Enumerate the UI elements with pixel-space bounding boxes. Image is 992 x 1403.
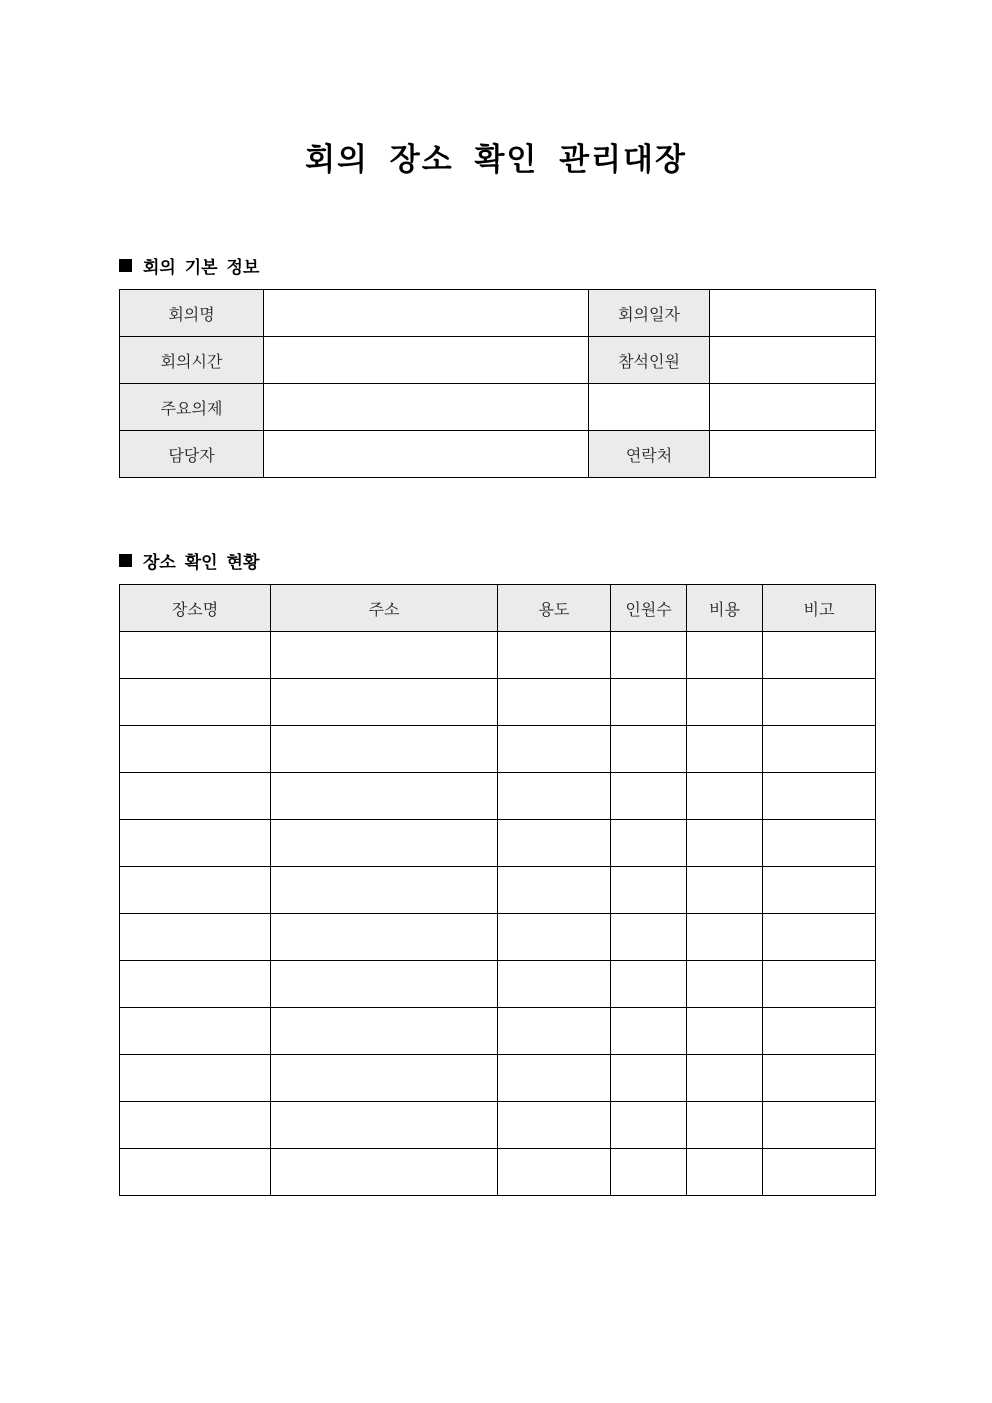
black-square-icon (119, 259, 132, 272)
purpose-cell[interactable] (498, 1102, 611, 1149)
venue-name-cell[interactable] (120, 961, 271, 1008)
venue-name-cell[interactable] (120, 632, 271, 679)
remarks-cell[interactable] (763, 1149, 876, 1196)
table-header-row (120, 585, 876, 632)
blank-cell[interactable] (710, 384, 876, 431)
venue-name-cell[interactable] (120, 914, 271, 961)
field-label: 연락처 (589, 431, 710, 478)
meeting-time-field[interactable] (264, 337, 589, 384)
cost-cell[interactable] (687, 679, 763, 726)
headcount-cell[interactable] (611, 773, 687, 820)
main-agenda-field[interactable] (264, 384, 589, 431)
meeting-date-field[interactable] (710, 290, 876, 337)
cost-cell[interactable] (687, 867, 763, 914)
column-header-purpose: 용도 (498, 585, 611, 632)
venue-name-cell[interactable] (120, 1055, 271, 1102)
table-row (120, 384, 876, 431)
table-row (120, 290, 876, 337)
purpose-cell[interactable] (498, 1149, 611, 1196)
address-cell[interactable] (271, 1055, 498, 1102)
table-row (120, 1149, 876, 1196)
remarks-cell[interactable] (763, 726, 876, 773)
person-in-charge-field[interactable] (264, 431, 589, 478)
address-cell[interactable] (271, 1149, 498, 1196)
table-row (120, 679, 876, 726)
headcount-cell[interactable] (611, 961, 687, 1008)
venue-name-cell[interactable] (120, 679, 271, 726)
address-cell[interactable] (271, 773, 498, 820)
table-row (120, 1055, 876, 1102)
purpose-cell[interactable] (498, 1008, 611, 1055)
table-row (120, 1008, 876, 1055)
purpose-cell[interactable] (498, 773, 611, 820)
section-heading-basic-info (119, 253, 259, 278)
purpose-cell[interactable] (498, 820, 611, 867)
column-header-headcount: 인원수 (611, 585, 687, 632)
remarks-cell[interactable] (763, 961, 876, 1008)
field-label: 회의시간 (120, 337, 264, 384)
address-cell[interactable] (271, 867, 498, 914)
cost-cell[interactable] (687, 1102, 763, 1149)
headcount-cell[interactable] (611, 914, 687, 961)
address-cell[interactable] (271, 961, 498, 1008)
meeting-name-field[interactable] (264, 290, 589, 337)
field-label: 주요의제 (120, 384, 264, 431)
table-row (120, 820, 876, 867)
remarks-cell[interactable] (763, 679, 876, 726)
attendees-field[interactable] (710, 337, 876, 384)
purpose-cell[interactable] (498, 632, 611, 679)
cost-cell[interactable] (687, 632, 763, 679)
venue-status-table (119, 584, 876, 1196)
headcount-cell[interactable] (611, 820, 687, 867)
headcount-cell[interactable] (611, 632, 687, 679)
remarks-cell[interactable] (763, 867, 876, 914)
field-label: 담당자 (120, 431, 264, 478)
field-label: 참석인원 (589, 337, 710, 384)
remarks-cell[interactable] (763, 1055, 876, 1102)
venue-name-cell[interactable] (120, 1008, 271, 1055)
venue-name-cell[interactable] (120, 820, 271, 867)
blank-cell[interactable] (589, 384, 710, 431)
table-row (120, 914, 876, 961)
column-header-remarks: 비고 (763, 585, 876, 632)
contact-field[interactable] (710, 431, 876, 478)
cost-cell[interactable] (687, 726, 763, 773)
table-row (120, 337, 876, 384)
purpose-cell[interactable] (498, 961, 611, 1008)
remarks-cell[interactable] (763, 914, 876, 961)
purpose-cell[interactable] (498, 1055, 611, 1102)
venue-name-cell[interactable] (120, 1149, 271, 1196)
column-header-venue-name: 장소명 (120, 585, 271, 632)
purpose-cell[interactable] (498, 679, 611, 726)
black-square-icon (119, 554, 132, 567)
address-cell[interactable] (271, 914, 498, 961)
table-row (120, 867, 876, 914)
section-heading-label: 장소 확인 현황 (143, 553, 260, 573)
section-heading-label: 회의 기본 정보 (143, 258, 260, 278)
remarks-cell[interactable] (763, 632, 876, 679)
remarks-cell[interactable] (763, 1102, 876, 1149)
venue-name-cell[interactable] (120, 1102, 271, 1149)
table-row (120, 726, 876, 773)
headcount-cell[interactable] (611, 726, 687, 773)
column-header-address: 주소 (271, 585, 498, 632)
cost-cell[interactable] (687, 1149, 763, 1196)
headcount-cell[interactable] (611, 867, 687, 914)
remarks-cell[interactable] (763, 773, 876, 820)
cost-cell[interactable] (687, 961, 763, 1008)
cost-cell[interactable] (687, 1055, 763, 1102)
address-cell[interactable] (271, 679, 498, 726)
field-label: 회의일자 (589, 290, 710, 337)
headcount-cell[interactable] (611, 1055, 687, 1102)
column-header-cost: 비용 (687, 585, 763, 632)
section-heading-venue-status (119, 548, 259, 573)
remarks-cell[interactable] (763, 1008, 876, 1055)
purpose-cell[interactable] (498, 726, 611, 773)
headcount-cell[interactable] (611, 679, 687, 726)
purpose-cell[interactable] (498, 914, 611, 961)
headcount-cell[interactable] (611, 1102, 687, 1149)
table-row (120, 773, 876, 820)
address-cell[interactable] (271, 726, 498, 773)
table-row (120, 1102, 876, 1149)
address-cell[interactable] (271, 1102, 498, 1149)
table-row (120, 632, 876, 679)
cost-cell[interactable] (687, 1008, 763, 1055)
remarks-cell[interactable] (763, 820, 876, 867)
table-row (120, 961, 876, 1008)
venue-name-cell[interactable] (120, 726, 271, 773)
basic-info-table (119, 289, 876, 478)
cost-cell[interactable] (687, 820, 763, 867)
cost-cell[interactable] (687, 773, 763, 820)
address-cell[interactable] (271, 632, 498, 679)
address-cell[interactable] (271, 1008, 498, 1055)
cost-cell[interactable] (687, 914, 763, 961)
venue-name-cell[interactable] (120, 867, 271, 914)
document-title: 회의 장소 확인 관리대장 (305, 142, 687, 178)
headcount-cell[interactable] (611, 1008, 687, 1055)
field-label: 회의명 (120, 290, 264, 337)
address-cell[interactable] (271, 820, 498, 867)
table-row (120, 431, 876, 478)
purpose-cell[interactable] (498, 867, 611, 914)
headcount-cell[interactable] (611, 1149, 687, 1196)
venue-name-cell[interactable] (120, 773, 271, 820)
